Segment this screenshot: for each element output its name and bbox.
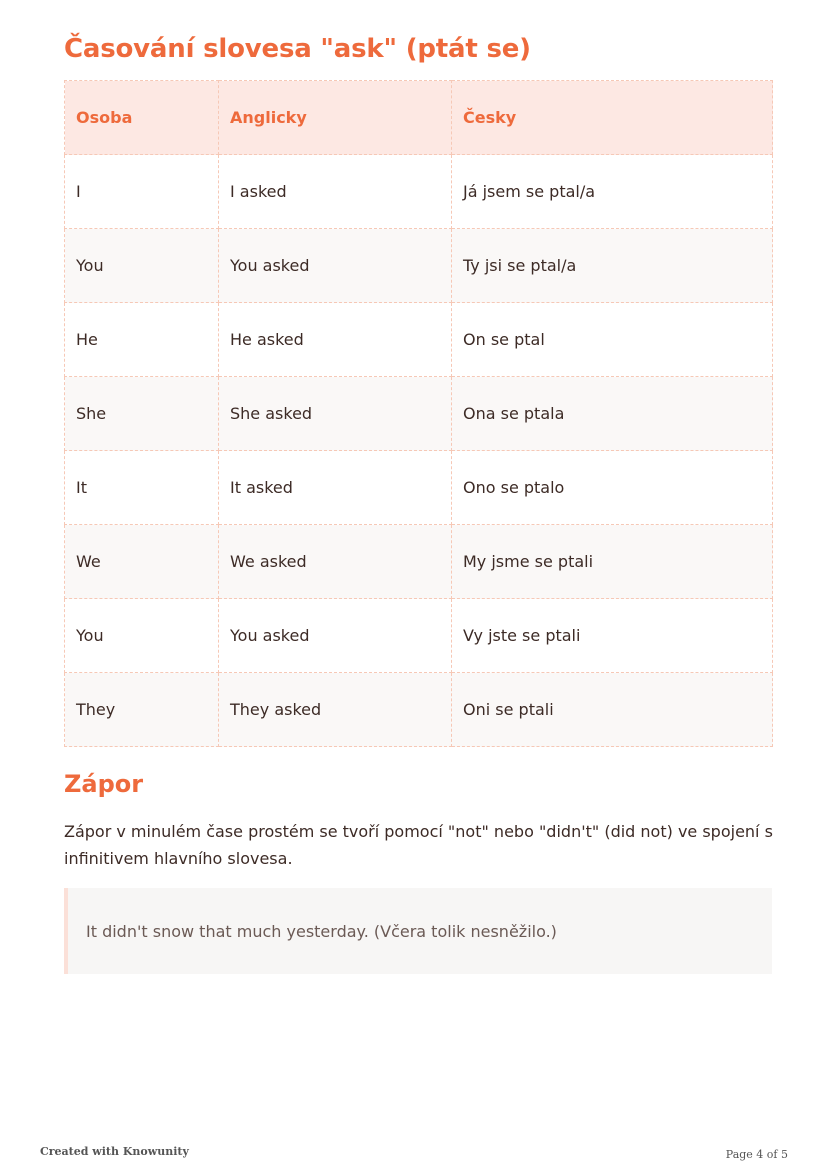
cell-czech: Já jsem se ptal/a xyxy=(452,155,773,229)
table-row xyxy=(65,673,773,747)
cell-person: You xyxy=(65,229,219,303)
example-box xyxy=(64,888,772,974)
section-title: Zápor xyxy=(64,770,144,798)
cell-english: It asked xyxy=(219,451,452,525)
table-row xyxy=(65,229,773,303)
conjugation-table xyxy=(64,80,773,747)
cell-czech: Oni se ptali xyxy=(452,673,773,747)
page-title: Časování slovesa "ask" (ptát se) xyxy=(64,34,531,64)
cell-czech: Vy jste se ptali xyxy=(452,599,773,673)
cell-english: We asked xyxy=(219,525,452,599)
table-row xyxy=(65,525,773,599)
table-row xyxy=(65,155,773,229)
cell-person: We xyxy=(65,525,219,599)
table-row xyxy=(65,599,773,673)
cell-person: He xyxy=(65,303,219,377)
cell-czech: Ty jsi se ptal/a xyxy=(452,229,773,303)
table-row xyxy=(65,377,773,451)
cell-english: She asked xyxy=(219,377,452,451)
cell-english: They asked xyxy=(219,673,452,747)
section-text: Zápor v minulém čase prostém se tvoří pomocí "not" nebo "didn't" (did not) ve spojení s infinitivem hlavního slovesa. xyxy=(64,822,773,868)
cell-czech: Ona se ptala xyxy=(452,377,773,451)
cell-english: You asked xyxy=(219,599,452,673)
cell-czech: Ono se ptalo xyxy=(452,451,773,525)
header-cesky: Česky xyxy=(452,81,773,155)
cell-person: You xyxy=(65,599,219,673)
cell-english: You asked xyxy=(219,229,452,303)
cell-czech: My jsme se ptali xyxy=(452,525,773,599)
cell-czech: On se ptal xyxy=(452,303,773,377)
example-text: It didn't snow that much yesterday. (Včera tolik nesněžilo.) xyxy=(86,921,557,941)
footer-created: Created with Knowunity xyxy=(40,1145,189,1158)
header-osoba: Osoba xyxy=(65,81,219,155)
cell-person: I xyxy=(65,155,219,229)
table-row xyxy=(65,303,773,377)
cell-english: I asked xyxy=(219,155,452,229)
cell-english: He asked xyxy=(219,303,452,377)
cell-person: She xyxy=(65,377,219,451)
header-anglicky: Anglicky xyxy=(219,81,452,155)
cell-person: It xyxy=(65,451,219,525)
table-row xyxy=(65,451,773,525)
footer-page-number: Page 4 of 5 xyxy=(725,1148,788,1161)
table-header-row xyxy=(65,81,773,155)
cell-person: They xyxy=(65,673,219,747)
